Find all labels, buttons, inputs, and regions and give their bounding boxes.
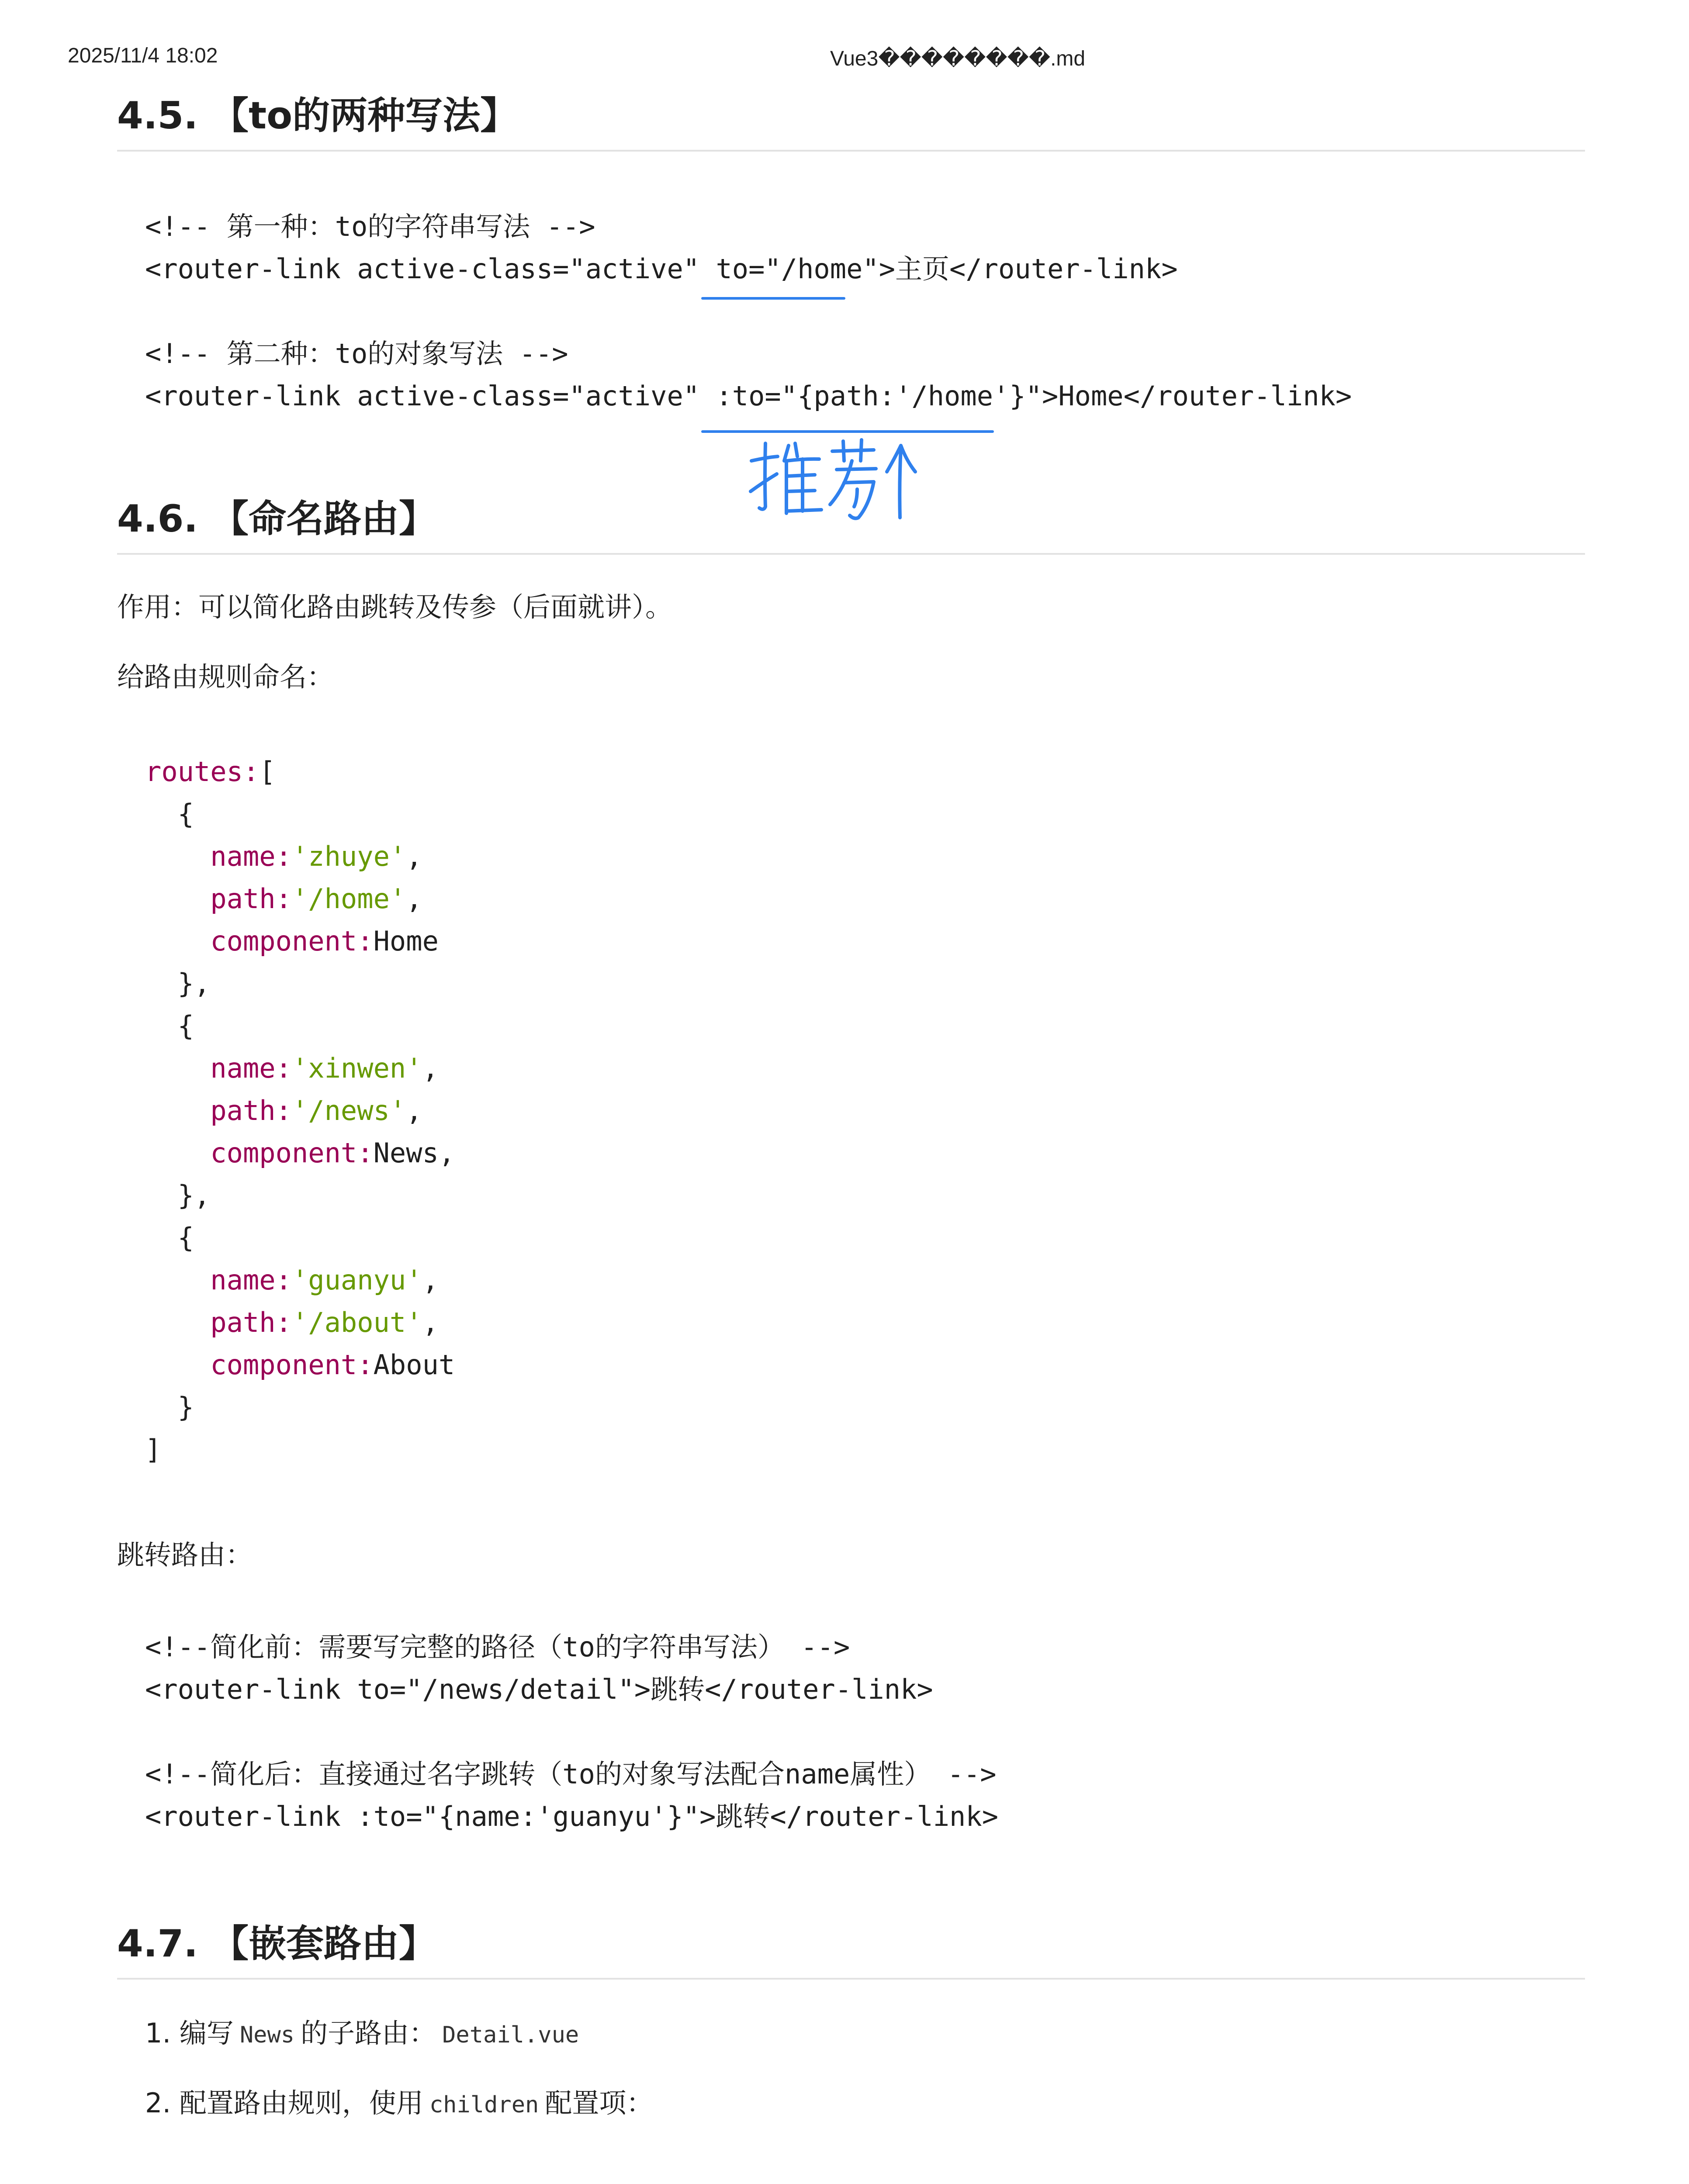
print-date: 2025/11/4 18:02 bbox=[68, 44, 218, 67]
section-heading-4-5 bbox=[117, 85, 1585, 152]
section-number: 4.7. bbox=[117, 1922, 198, 1966]
code-line: name:'guanyu', bbox=[210, 1264, 439, 1296]
code-line: <router-link to="/news/detail">跳转</router-link> bbox=[145, 1673, 933, 1705]
code-line: <router-link active-class="active" to="/home">主页</router-link> bbox=[145, 253, 1178, 285]
inline-code: News bbox=[239, 2022, 295, 2048]
code-line: path:'/home', bbox=[210, 883, 422, 915]
inline-code: children bbox=[429, 2092, 539, 2118]
inline-code: Detail.vue bbox=[442, 2022, 579, 2048]
code-line: } bbox=[145, 1391, 194, 1423]
code-line: name:'zhuye', bbox=[210, 840, 422, 872]
code-line: <!-- 第一种：to的字符串写法 --> bbox=[145, 211, 595, 242]
code-line: }, bbox=[145, 1179, 211, 1211]
section-title: 【命名路由】 bbox=[211, 497, 437, 541]
handwritten-underline bbox=[701, 297, 845, 300]
code-line: component:Home bbox=[210, 925, 439, 957]
code-line: { bbox=[145, 1010, 194, 1042]
section-number: 4.6. bbox=[117, 497, 198, 541]
code-line: <router-link active-class="active" :to="{path:'/home'}">Home</router-link> bbox=[145, 380, 1352, 412]
code-line-blank bbox=[145, 1711, 998, 1753]
code-line: { bbox=[145, 798, 194, 830]
paragraph-purpose: 作用：可以简化路由跳转及传参（后面就讲）。 bbox=[117, 591, 673, 623]
list-item: 1. 编写 News 的子路由： Detail.vue bbox=[145, 2017, 579, 2049]
paragraph-jump: 跳转路由： bbox=[117, 1539, 253, 1571]
section-title: 【嵌套路由】 bbox=[211, 1922, 437, 1966]
code-line: <router-link :to="{name:'guanyu'}">跳转</router-link> bbox=[145, 1800, 999, 1832]
code-line: <!--简化前：需要写完整的路径（to的字符串写法） --> bbox=[145, 1631, 850, 1663]
code-line: { bbox=[145, 1222, 194, 1254]
print-title: Vue3��������.md bbox=[830, 47, 1086, 70]
section-heading-4-6 bbox=[117, 488, 1585, 555]
code-line-blank bbox=[145, 290, 1352, 332]
paragraph-naming: 给路由规则命名： bbox=[117, 661, 334, 693]
section-number: 4.5. bbox=[117, 94, 198, 138]
code-line: routes:[ bbox=[145, 756, 276, 788]
code-block-jump bbox=[145, 1626, 998, 1838]
section-heading-4-7 bbox=[117, 1913, 1585, 1980]
code-line: component:About bbox=[210, 1349, 455, 1381]
code-line: <!-- 第二种：to的对象写法 --> bbox=[145, 338, 568, 370]
code-line: component:News, bbox=[210, 1137, 455, 1169]
code-line: name:'xinwen', bbox=[210, 1052, 439, 1084]
code-block-routes bbox=[145, 750, 455, 1471]
code-block-to-two-ways bbox=[145, 205, 1352, 417]
code-line: }, bbox=[145, 968, 211, 999]
section-title: 【to的两种写法】 bbox=[211, 94, 518, 138]
code-line: <!--简化后：直接通过名字跳转（to的对象写法配合name属性） --> bbox=[145, 1758, 997, 1790]
list-item: 2. 配置路由规则，使用 children 配置项： bbox=[145, 2087, 654, 2119]
code-line: ] bbox=[145, 1434, 162, 1465]
code-line: path:'/news', bbox=[210, 1095, 422, 1127]
code-line: path:'/about', bbox=[210, 1306, 439, 1338]
